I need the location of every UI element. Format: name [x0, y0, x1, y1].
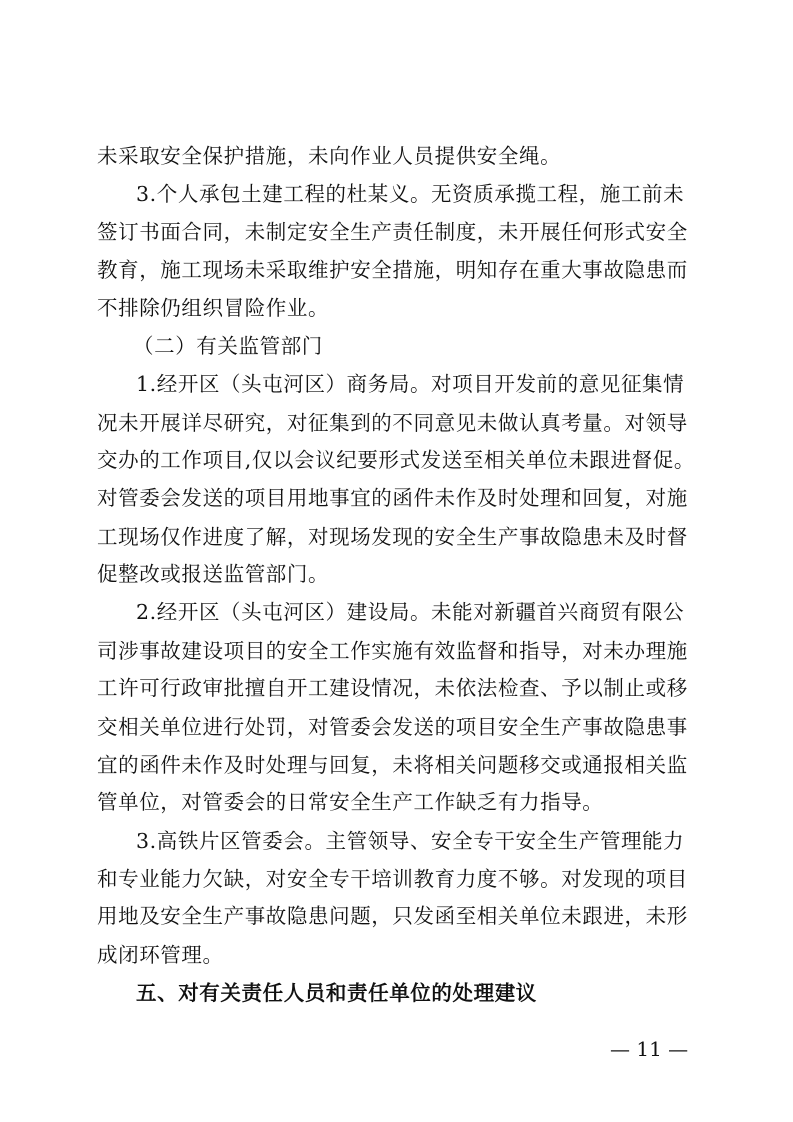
text-line: 工许可行政审批擅自开工建设情况，未依法检查、予以制止或移 — [97, 676, 688, 701]
text-line: 宜的函件未作及时处理与回复，未将相关问题移交或通报相关监 — [97, 752, 688, 777]
text-line: 况未开展详尽研究，对征集到的不同意见未做认真考量。对领导 — [97, 410, 688, 435]
text-line: 教育，施工现场未采取维护安全措施，明知存在重大事故隐患而 — [97, 258, 688, 283]
text-line: 不排除仍组织冒险作业。 — [97, 296, 330, 321]
text-line: 司涉事故建设项目的安全工作实施有效监督和指导，对未办理施 — [97, 638, 688, 663]
text-line: 成闭环管理。 — [97, 942, 224, 967]
section-subheading: （二）有关监管部门 — [133, 333, 323, 358]
text-line: 工现场仅作进度了解，对现场发现的安全生产事故隐患未及时督 — [97, 524, 688, 549]
section-heading: 五、对有关责任人员和责任单位的处理建议 — [136, 981, 537, 1005]
text-line: 管单位，对管委会的日常安全生产工作缺乏有力指导。 — [97, 790, 604, 815]
text-line: 对管委会发送的项目用地事宜的函件未作及时处理和回复，对施 — [97, 486, 688, 511]
text-line: 未采取安全保护措施，未向作业人员提供安全绳。 — [97, 144, 562, 168]
text-line: 用地及安全生产事故隐患问题，只发函至相关单位未跟进，未形 — [97, 904, 688, 929]
text-line: 1.经开区（头屯河区）商务局。对项目开发前的意见征集情 — [136, 372, 685, 397]
text-line: 和专业能力欠缺，对安全专干培训教育力度不够。对发现的项目 — [97, 866, 688, 891]
text-line: 3.高铁片区管委会。主管领导、安全专干安全生产管理能力 — [136, 828, 685, 853]
text-line: 交相关单位进行处罚，对管委会发送的项目安全生产事故隐患事 — [97, 714, 688, 739]
text-line: 3.个人承包土建工程的杜某义。无资质承揽工程，施工前未 — [136, 182, 685, 207]
text-line: 交办的工作项目,仅以会议纪要形式发送至相关单位未跟进督促。 — [97, 448, 695, 472]
text-line: 2.经开区（头屯河区）建设局。未能对新疆首兴商贸有限公 — [136, 600, 685, 625]
text-line: 促整改或报送监管部门。 — [97, 562, 330, 587]
page-number: — 11 — — [610, 1037, 689, 1061]
text-line: 签订书面合同，未制定安全生产责任制度，未开展任何形式安全 — [97, 219, 688, 244]
